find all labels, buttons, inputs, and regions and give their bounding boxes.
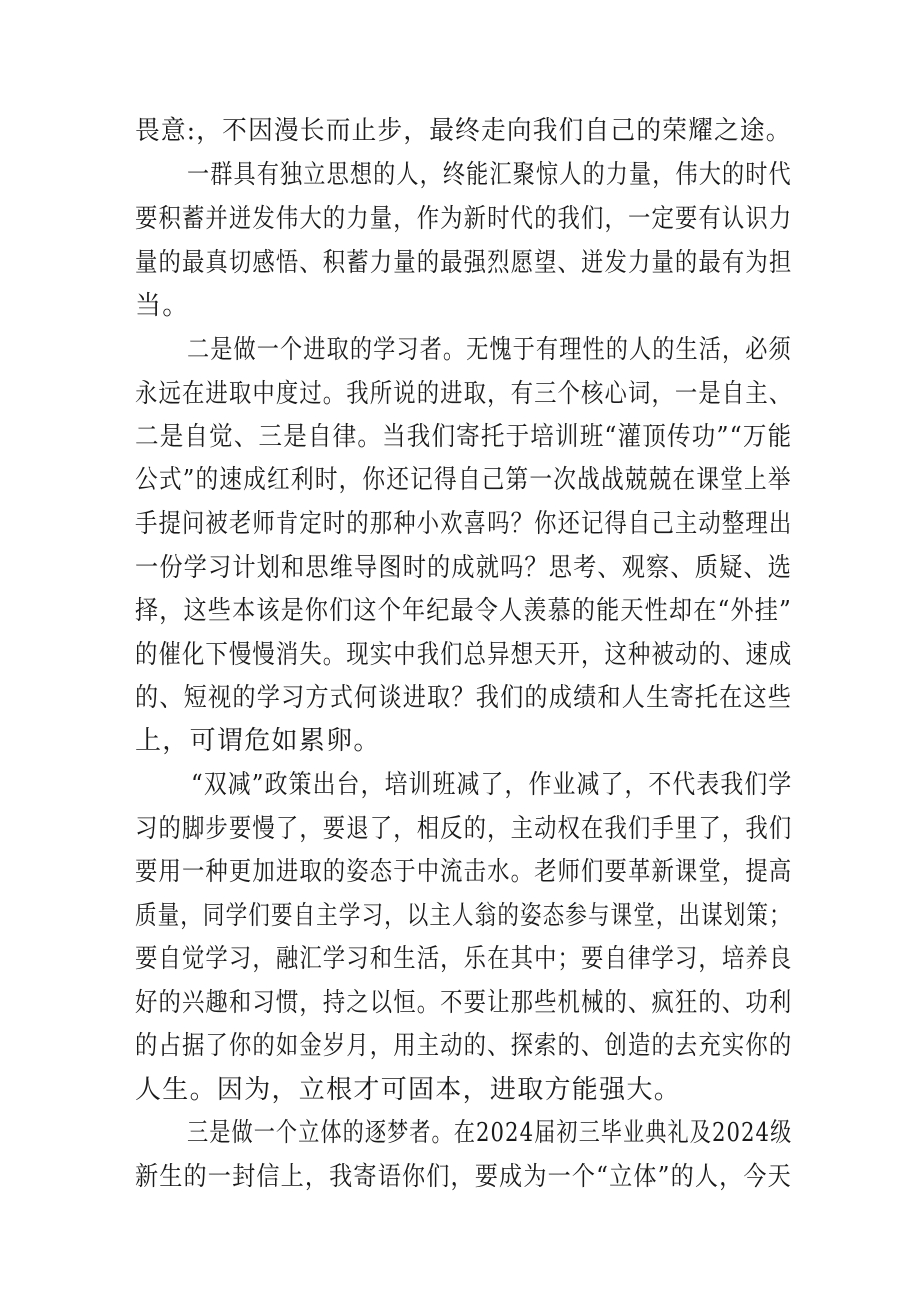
text-line-14: 的、短视的学习方式何谈进取？我们的成绩和人生寄托在这些 [135,683,793,713]
text-line-21: 好的兴趣和习惯，持之以恒。不要让那些机械的、疯狂的、功利 [135,988,793,1018]
text-line-1: 畏意:，不因漫长而止步，最终走向我们自己的荣耀之途。 [135,116,792,146]
text-line-4: 量的最真切感悟、积蓄力量的最强烈愿望、迸发力量的最有为担 [135,248,793,278]
text-line-15: 上，可谓危如累卵。 [135,726,381,756]
text-line-19: 质量，同学们要自主学习，以主人翁的姿态参与课堂，出谋划策； [135,901,792,931]
text-line-3: 要积蓄并迸发伟大的力量，作为新时代的我们，一定要有认识力 [135,204,793,234]
text-line-6: 二是做一个进取的学习者。无愧于有理性的人的生活，必须 [187,335,792,365]
text-line-17: 习的脚步要慢了，要退了，相反的，主动权在我们手里了，我们 [135,814,793,844]
text-line-13: 的催化下慢慢消失。现实中我们总异想天开，这种被动的、速成 [135,640,793,670]
text-line-11: 一份学习计划和思维导图时的成就吗？思考、观察、质疑、选 [135,553,793,583]
text-line-9: 公式”的速成红利时，你还记得自己第一次战战兢兢在课堂上举 [135,465,792,495]
text-line-24: 三是做一个立体的逐梦者。在2024届初三毕业典礼及2024级 [187,1118,793,1148]
text-line-10: 手提问被老师肯定时的那种小欢喜吗？你还记得自己主动整理出 [135,509,793,539]
text-line-7: 永远在进取中度过。我所说的进取，有三个核心词，一是自主、 [135,379,793,409]
text-line-18: 要用一种更加进取的姿态于中流击水。老师们要革新课堂，提高 [135,857,793,887]
text-line-5: 当。 [135,291,190,321]
text-line-25: 新生的一封信上，我寄语你们，要成为一个“立体”的人，今天 [135,1162,792,1192]
text-line-16: “双减”政策出台，培训班减了，作业减了，不代表我们学 [191,770,793,800]
text-line-12: 择，这些本该是你们这个年纪最令人羡慕的能天性却在“外挂” [135,596,792,626]
text-line-2: 一群具有独立思想的人，终能汇聚惊人的力量，伟大的时代 [187,160,792,190]
text-line-20: 要自觉学习，融汇学习和生活，乐在其中；要自律学习，培养良 [135,944,793,974]
text-line-22: 的占据了你的如金岁月，用主动的、探索的、创造的去充实你的 [135,1031,793,1061]
text-line-23: 人生。因为，立根才可固本，进取方能强大。 [135,1075,682,1105]
text-line-8: 二是自觉、三是自律。当我们寄托于培训班“灌顶传功”“万能 [135,422,793,452]
